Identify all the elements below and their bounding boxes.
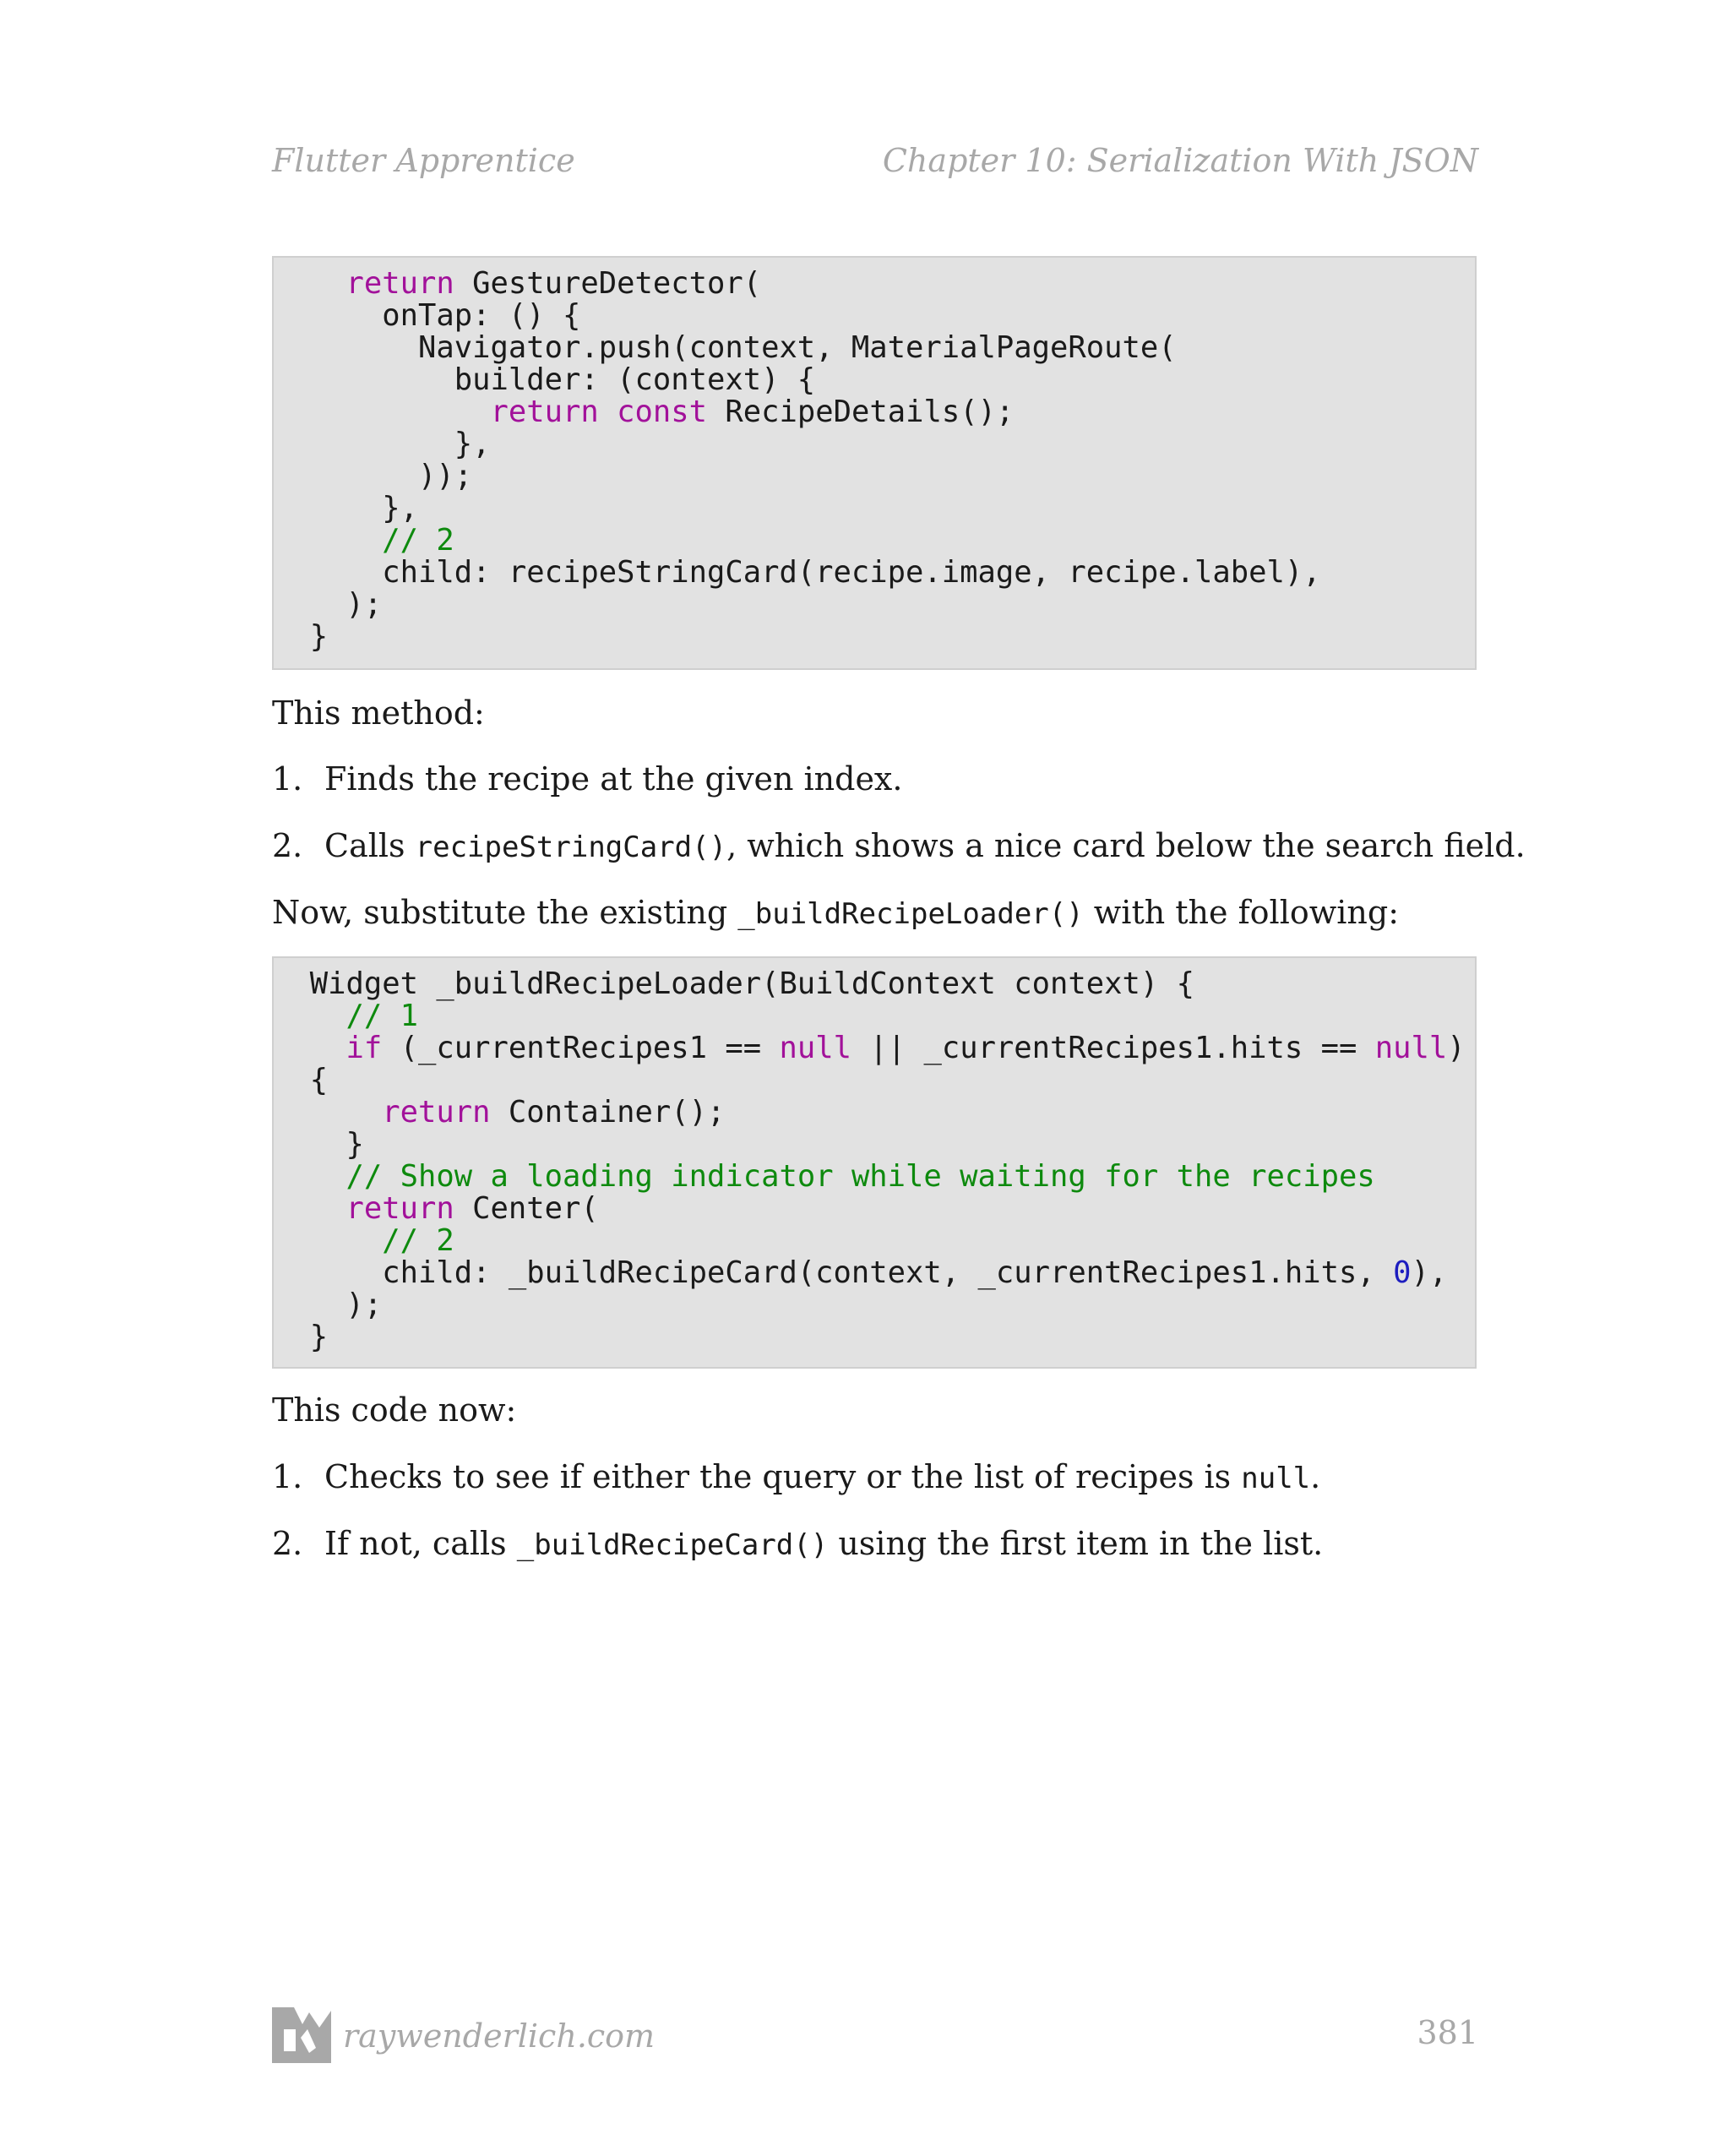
chapter-title: Chapter 10: Serialization With JSON [882, 142, 1478, 179]
code-line: Navigator.push(context, MaterialPageRoute( [274, 330, 1177, 365]
raywenderlich-logo-icon [272, 2004, 331, 2063]
code-line: return Container(); [382, 1095, 726, 1130]
inline-code: _buildRecipeCard() [516, 1528, 829, 1562]
list-item-text: If not, calls _buildRecipeCard() using the first item in the list. [324, 1525, 1324, 1562]
inline-code: recipeStringCard() [415, 830, 727, 864]
code-line: }, [274, 427, 491, 461]
code-line: if (_currentRecipes1 == null || _currentRecipes1.hits == null) [345, 1031, 1466, 1065]
list-number: 1. [272, 1458, 303, 1495]
book-title: Flutter Apprentice [272, 142, 575, 179]
code-line: child: recipeStringCard(recipe.image, recipe.label), [274, 555, 1321, 590]
list-item [272, 1522, 1480, 1567]
code-line: }, [274, 491, 418, 525]
code-line: onTap: () { [274, 298, 581, 333]
list-item [272, 824, 1526, 869]
inline-code: null [1241, 1462, 1311, 1495]
code-line: ); [274, 587, 383, 622]
code-line: // Show a loading indicator while waiting for the recipes [345, 1159, 1375, 1194]
inline-code: _buildRecipeLoader() [737, 897, 1084, 931]
paragraph-this-method: This method: [272, 694, 485, 732]
paragraph-this-code-now: This code now: [272, 1391, 517, 1429]
code-line: builder: (context) { [274, 362, 816, 397]
code-line: // 2 [382, 1223, 454, 1258]
page-number: 381 [1417, 2014, 1478, 2051]
code-line: return GestureDetector( [345, 266, 762, 301]
list-item-text: Calls recipeStringCard(), which shows a nice card below the search field. [324, 827, 1526, 864]
list-item-text: Checks to see if either the query or the list of recipes is null. [324, 1458, 1321, 1495]
code-line: } [274, 1320, 329, 1354]
list-item [272, 757, 1480, 801]
list-item-text: Finds the recipe at the given index. [324, 760, 903, 798]
code-line: } [274, 619, 329, 654]
list-number: 2. [272, 1525, 303, 1562]
paragraph-substitute: Now, substitute the existing _buildRecipeLoader() with the following: [272, 894, 1400, 931]
running-header [272, 142, 1478, 179]
code-line: } [274, 1127, 364, 1162]
code-line: return Center( [345, 1191, 599, 1226]
footer-site: raywenderlich.com [343, 2017, 656, 2055]
code-line: )); [274, 459, 473, 493]
code-line: ); [274, 1288, 383, 1322]
list-number: 1. [272, 760, 303, 798]
code-line: child: _buildRecipeCard(context, _currentRecipes1.hits, 0), [274, 1255, 1448, 1290]
code-block-build-recipe-card [272, 256, 1477, 670]
code-line: Widget _buildRecipeLoader(BuildContext context) { [274, 966, 1195, 1001]
list-number: 2. [272, 827, 303, 864]
code-line: // 2 [382, 523, 454, 558]
code-block-build-recipe-loader [272, 956, 1477, 1369]
code-line: // 1 [345, 999, 418, 1033]
code-line: return const RecipeDetails(); [490, 395, 1015, 429]
code-line: { [274, 1063, 329, 1097]
list-item [272, 1455, 1480, 1500]
